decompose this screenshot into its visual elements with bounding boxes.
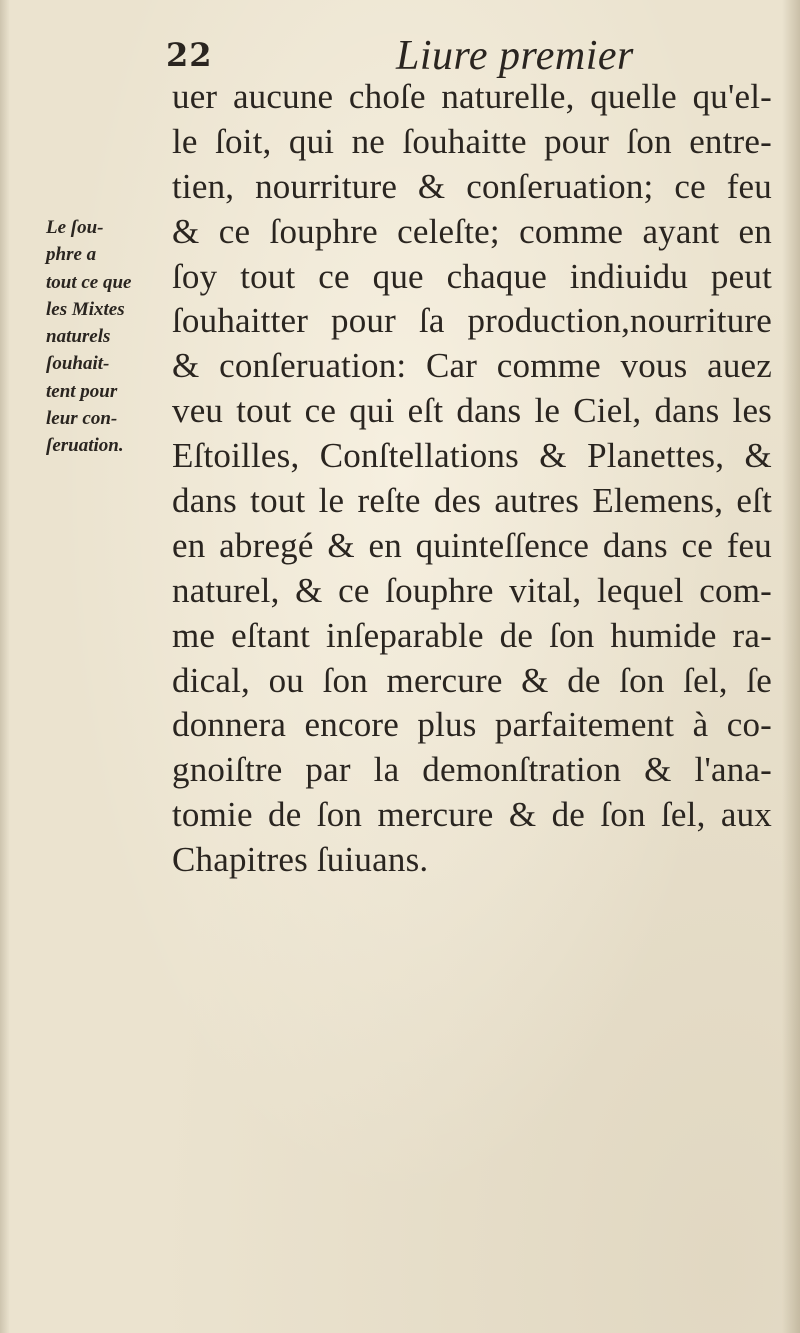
marginal-note — [46, 214, 162, 460]
text-line: donnera encore plus parfaitement à co- — [172, 705, 772, 745]
text-line: le ſoit, qui ne ſouhaitte pour ſon entre- — [172, 121, 772, 161]
text-line: & conſeruation: Car comme vous auez — [172, 346, 772, 386]
text-line: & ce ſouphre celeſte; comme ayant en — [172, 211, 772, 251]
marginal-note-line: ſouhait- — [46, 353, 110, 375]
marginal-note-line: les Mixtes — [46, 298, 125, 320]
text-line: veu tout ce qui eſt dans le Ciel, dans les — [172, 391, 772, 431]
text-line: uer aucune choſe naturelle, quelle qu'el- — [172, 77, 772, 116]
text-line: tien, nourriture & conſeruation; ce feu — [172, 166, 772, 206]
marginal-note-line: naturels — [46, 326, 111, 348]
text-line: Chapitres ſuiuans. — [172, 840, 429, 880]
text-line: tomie de ſon mercure & de ſon ſel, aux — [172, 795, 772, 835]
text-line: naturel, & ce ſouphre vital, lequel com- — [172, 570, 772, 610]
page-left-edge-shadow — [0, 0, 10, 1333]
page-right-edge-shadow — [782, 0, 800, 1333]
marginal-note-line: tent pour — [46, 380, 118, 402]
text-line: Eſtoilles, Conſtellations & Planettes, & — [172, 436, 772, 476]
marginal-note-line: ſeruation. — [46, 435, 124, 457]
body-text — [172, 75, 772, 883]
text-line: en abregé & en quinteſſence dans ce feu — [172, 525, 772, 565]
text-line: ſoy tout ce que chaque indiuidu peut — [172, 256, 772, 296]
marginal-note-line: phre a — [46, 244, 97, 266]
marginal-note-line: tout ce que — [46, 271, 132, 293]
text-line: me eſtant inſeparable de ſon humide ra- — [172, 615, 772, 655]
marginal-note-line: Le ſou- — [46, 217, 104, 238]
page-number: 22 — [166, 36, 213, 74]
text-line: dical, ou ſon mercure & de ſon ſel, ſe — [172, 660, 772, 700]
text-line: gnoiſtre par la demonſtration & l'ana- — [172, 750, 772, 790]
running-head: Liure premier — [396, 33, 634, 79]
marginal-note-line: leur con- — [46, 408, 118, 430]
text-line: ſouhaitter pour ſa production,nourriture — [172, 301, 772, 341]
text-line: dans tout le reſte des autres Elemens, eſt — [172, 481, 772, 521]
